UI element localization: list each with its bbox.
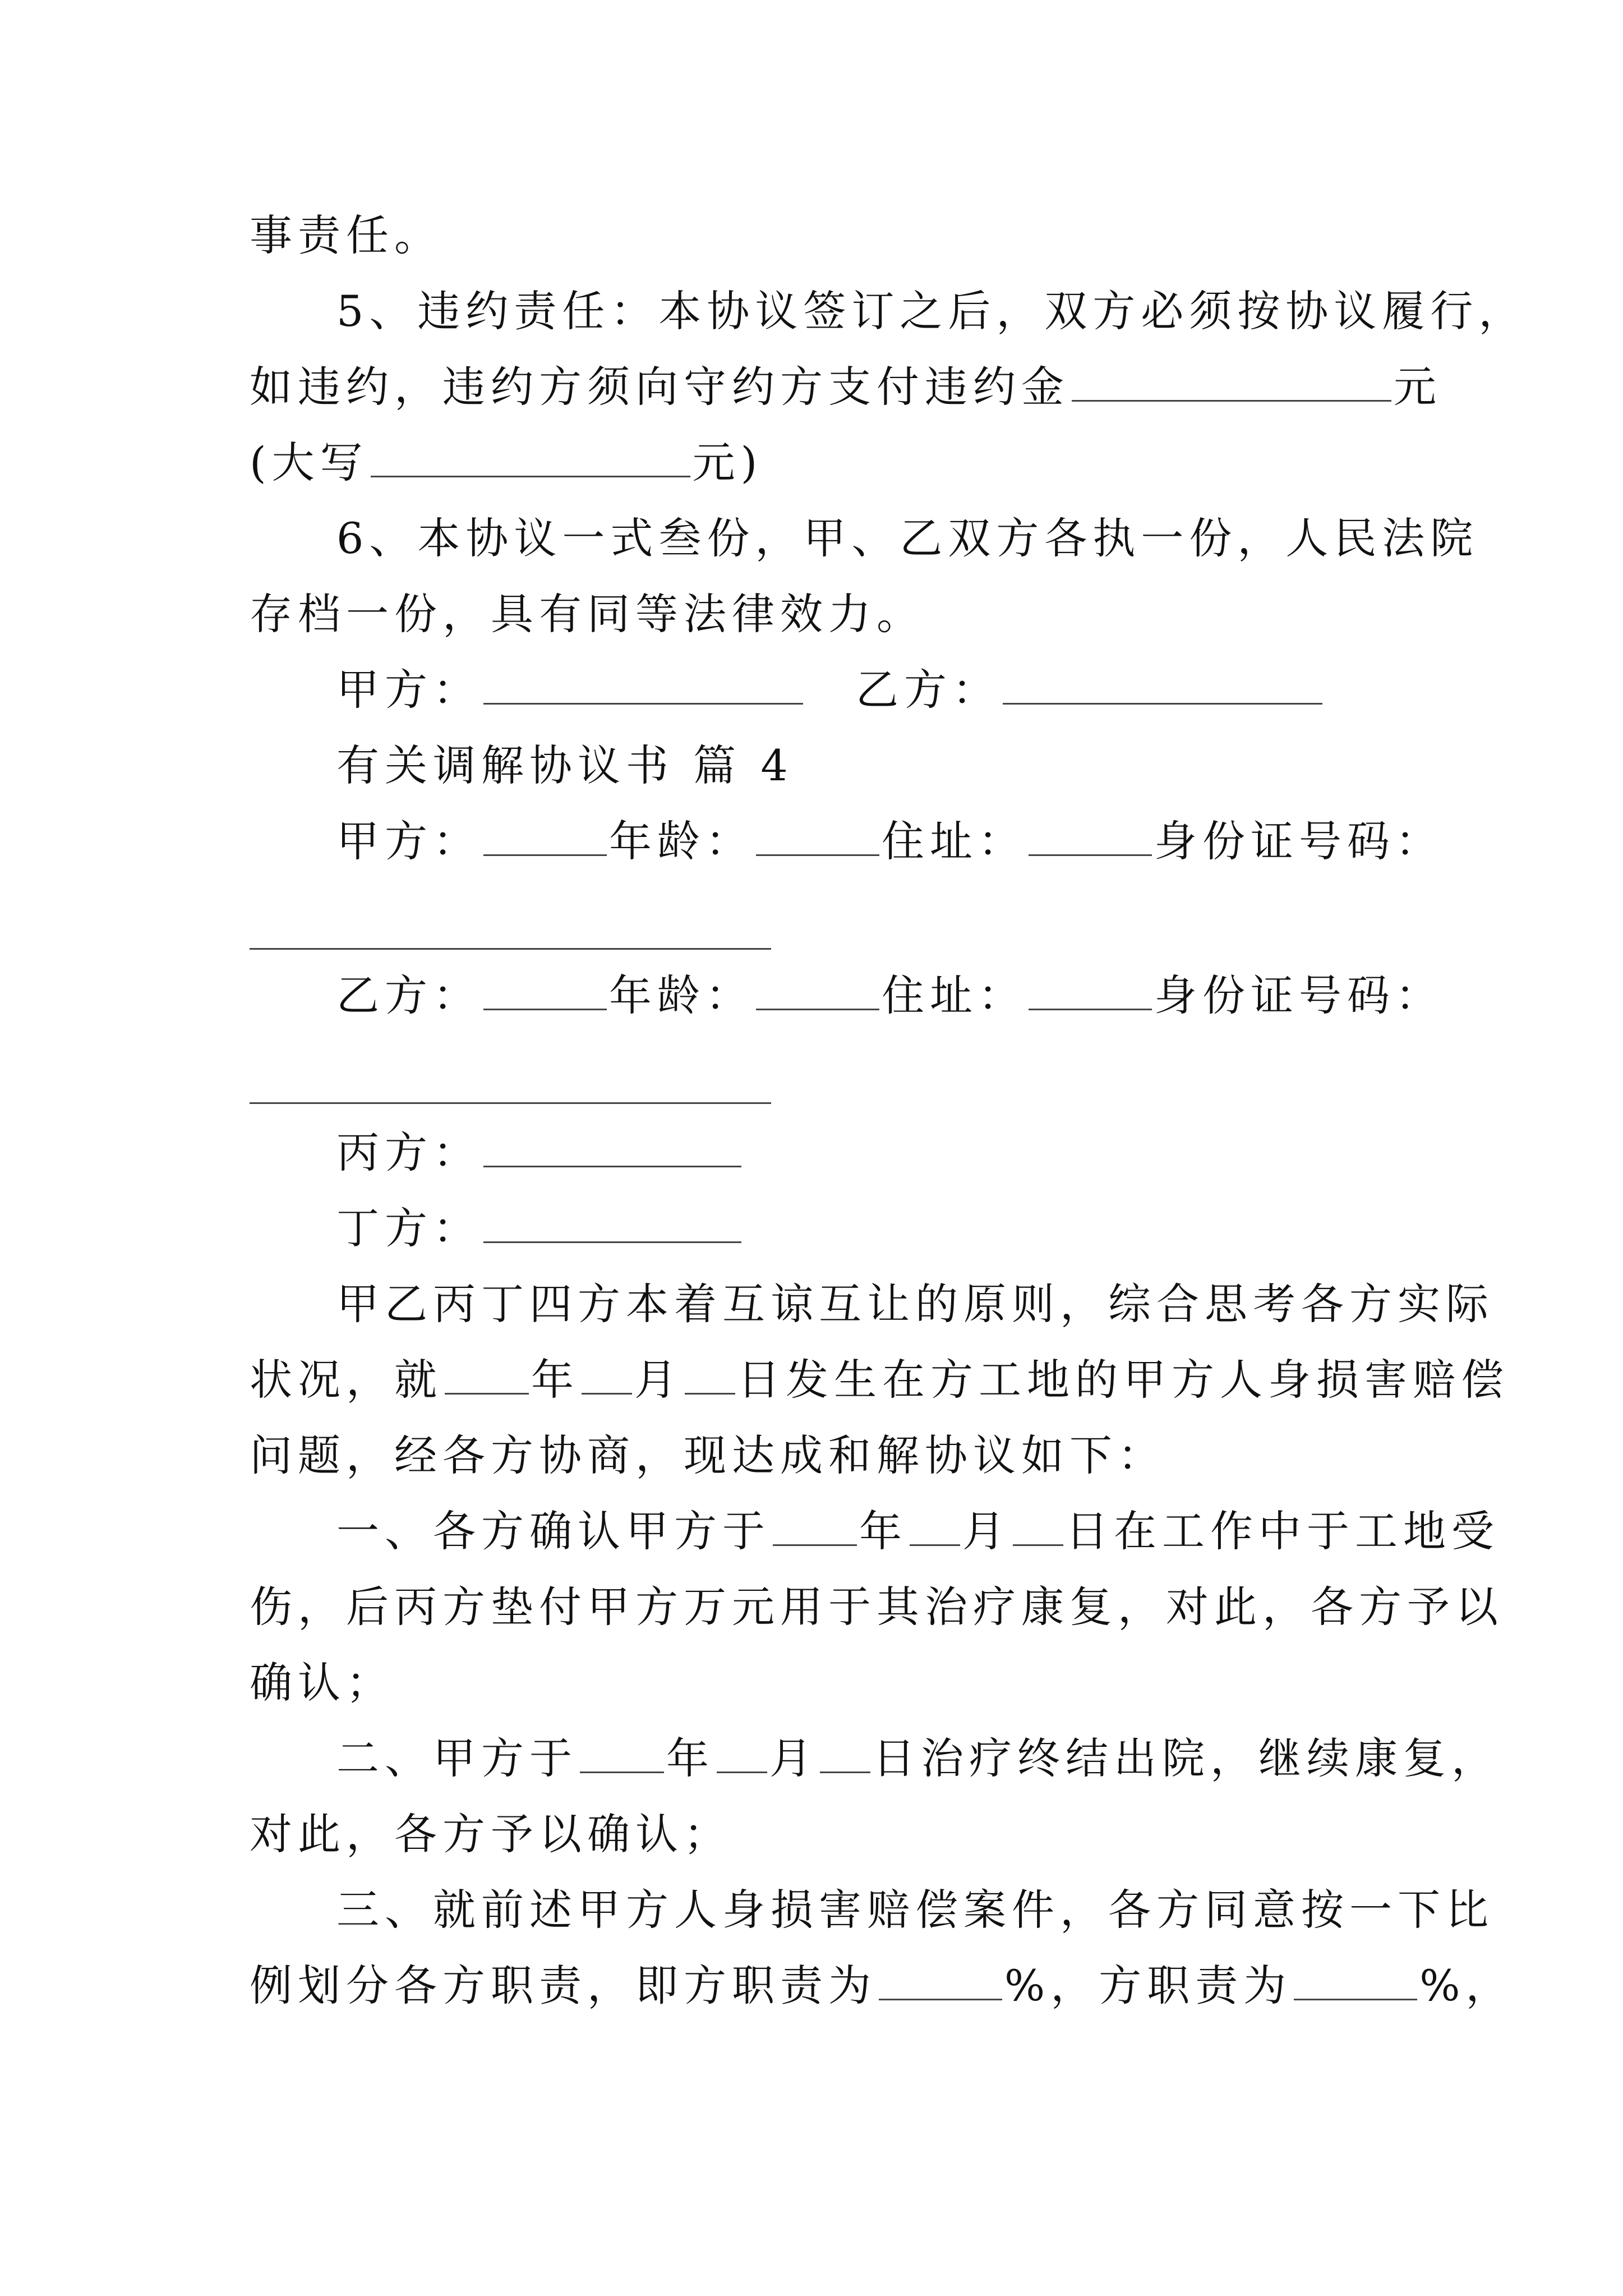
year-blank[interactable] [580,1739,664,1773]
text-segment: 住址： [882,970,1026,1020]
liability-percent-blank[interactable] [879,1966,1002,2000]
text-segment: 乙方： [336,970,481,1020]
text-segment: 甲方： [336,816,481,866]
text-segment: 年 [859,1506,907,1556]
signature-line [336,659,1325,721]
text-segment: 例划分各方职责，即方职责为 [250,1961,877,2010]
article-3-line-2 [250,1955,1514,2017]
party-a-age-blank[interactable] [756,822,879,856]
clause-5-line-3 [250,432,763,494]
month-blank[interactable] [582,1360,632,1395]
text-segment: 月 [769,1733,818,1783]
clause-5-line-2 [250,356,1442,418]
clause-6-line-1 [336,508,1478,569]
year-blank[interactable] [445,1360,529,1395]
party-c-line [336,1122,744,1184]
text-segment: 伤，后丙方垫付甲方万元用于其治疗康复，对此，各方予以 [250,1582,1504,1632]
text-segment: 日治疗终结出院，继续康复， [873,1733,1500,1783]
year-blank[interactable] [773,1512,857,1546]
party-b-id-blank[interactable] [250,1102,771,1104]
liability-percent-blank[interactable] [1294,1966,1417,2000]
text-segment: 有关调解协议书 篇 4 [336,740,794,790]
party-a-name-blank[interactable] [483,822,607,856]
day-blank[interactable] [685,1360,735,1395]
month-blank[interactable] [717,1739,767,1773]
party-b-info-line [336,965,1444,1027]
text-segment: %， [1419,1961,1514,2010]
text-segment: 5、违约责任：本协议签订之后，双方必须按协议履行， [336,286,1527,336]
article-1-line-2 [250,1576,1504,1638]
text-segment: 二、甲方于 [336,1733,578,1783]
text-segment: 丁方： [336,1203,481,1253]
penalty-amount-words-blank[interactable] [371,443,690,477]
text-segment: 身份证号码： [1154,970,1444,1020]
text-segment: 年 [531,1355,579,1405]
text-segment: 如违约，违约方须向守约方支付违约金 [250,362,1069,412]
party-b-address-blank[interactable] [1029,976,1152,1010]
clause-6-line-2 [250,583,925,645]
text-segment: 存档一份，具有同等法律效力。 [250,589,925,639]
text-segment: 甲乙丙丁四方本着互谅互让的原则，综合思考各方实际 [336,1279,1494,1329]
text-segment: 一、各方确认甲方于 [336,1506,771,1556]
section-title [336,735,794,797]
article-2-line-2 [250,1803,732,1865]
preamble-line-1 [336,1273,1494,1335]
text-segment: 年龄： [609,816,754,866]
article-3-line-1 [336,1879,1494,1941]
clause-5-line-1 [336,280,1527,342]
party-c-name-blank[interactable] [483,1133,741,1167]
article-1-line-3 [250,1652,394,1714]
party-b-name-blank[interactable] [483,976,607,1010]
text-segment: 年龄： [609,970,754,1020]
text-segment: 问题，经各方协商，现达成和解协议如下： [250,1430,1166,1480]
text-segment: 确认； [250,1658,394,1708]
text-segment: 乙方： [856,665,1000,715]
day-blank[interactable] [1013,1512,1063,1546]
text-segment: 月 [634,1355,683,1405]
article-2-line-1 [336,1728,1500,1789]
article-1-line-1 [336,1501,1500,1562]
month-blank[interactable] [910,1512,960,1546]
party-d-name-blank[interactable] [483,1209,741,1243]
text-segment: 身份证号码： [1154,816,1444,866]
party-b-age-blank[interactable] [756,976,879,1010]
party-d-line [336,1198,744,1259]
party-b-signature-blank[interactable] [1003,670,1322,705]
text-segment: 年 [666,1733,714,1783]
text-segment: 月 [962,1506,1011,1556]
text-segment: 甲方： [336,665,481,715]
party-a-id-blank[interactable] [250,948,771,950]
party-a-signature-blank[interactable] [483,670,803,705]
text-segment: 三、就前述甲方人身损害赔偿案件，各方同意按一下比 [336,1885,1494,1935]
penalty-amount-blank[interactable] [1072,367,1391,402]
preamble-line-2 [250,1349,1509,1411]
text-segment: 6、本协议一式叁份，甲、乙双方各执一份，人民法院 [336,513,1479,563]
day-blank[interactable] [820,1739,870,1773]
text-segment: 日发生在方工地的甲方人身损害赔偿 [737,1355,1509,1405]
text-segment: 元) [692,438,763,487]
text-segment: %，方职责为 [1004,1961,1292,2010]
text-segment: 日在工作中于工地受 [1066,1506,1500,1556]
text-segment: 事责任。 [250,210,442,260]
party-a-address-blank[interactable] [1029,822,1152,856]
text-segment: 状况，就 [250,1355,442,1405]
preamble-line-3 [250,1425,1166,1487]
party-a-info-line [336,811,1444,872]
text-segment: 丙方： [336,1128,481,1177]
text-segment: (大写 [250,438,368,487]
text-segment: 元 [1394,362,1442,412]
text-line [250,205,442,266]
text-segment: 住址： [882,816,1026,866]
text-segment: 对此，各方予以确认； [250,1809,732,1859]
